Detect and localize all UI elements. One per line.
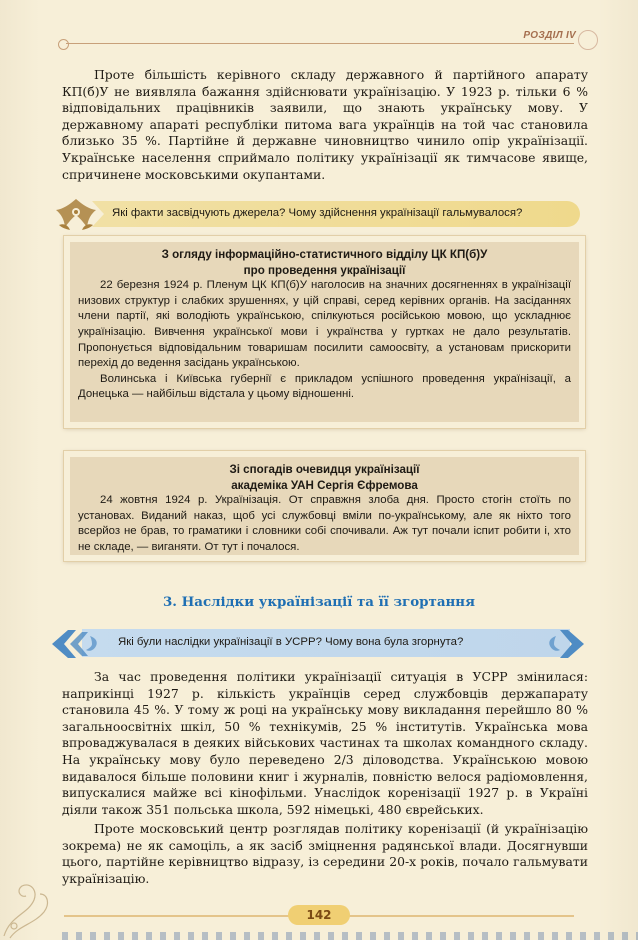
- source-title-line1: Зі спогадів очевидця українізації: [229, 463, 420, 476]
- body-paragraph-1: За час проведення політики українізації ситуація в УСРР змінилася: наприкінці 1927 р. кількість українців серед службовців держапарату становила 45 %. У тому ж році на українську мову викладання перейшло 80 % загальноосвітніх шкіл, 50 % технікумів, 25 % інститутів. Українська мова впроваджувалася в деяких військових частинах та школах командного складу. На українську мову було переведено 2/3 діловодства. Українською мовою видавалося більше половини книг і журналів, повністю велося радіомовлення, випускалися майже всі кінофільми. Унаслідок коренізації 1927 р. в Україні діяли також 351 польська школа, 592 німецькі, 480 єврейських.: [62, 669, 588, 817]
- corner-ornament-icon: [0, 866, 62, 940]
- header-rule: [66, 43, 574, 44]
- source-box-1: [64, 236, 585, 428]
- bottom-decor-strip: [62, 932, 638, 940]
- source-paragraph: Волинська і Київська губернії є прикладом успішного проведення українізації, а Донецька — найбільш відстала у цьому відношенні.: [78, 372, 571, 401]
- source-title-line2: академіка УАН Сергія Єфремова: [231, 478, 418, 492]
- question-banner-2: [46, 624, 590, 664]
- page-number: 142: [288, 905, 350, 925]
- header-ornament-dot: [58, 39, 69, 50]
- question-text: Які були наслідки українізації в УСРР? Чому вона була згорнута?: [118, 636, 464, 648]
- right-ornament-icon: [546, 624, 590, 664]
- source-paragraph: 22 березня 1924 р. Пленум ЦК КП(б)У наголосив на значних досягненнях в українізації низових структур і слабких зрушеннях, у цій справі, серед керівних органів. На засіданнях члени партії, які володіють українською, спілкуються російською мовою, що ускладнює українізацію. Вивчення української мови і українства у гуртках не дало результатів. Пропонується відповідальним товаришам посилити самоосвіту, а установам прискорити перехід до ведення засідань українською.: [78, 279, 571, 370]
- question-text: Які факти засвідчують джерела? Чому здійснення українізації гальмувалося?: [112, 207, 523, 219]
- source-box-2: [64, 451, 585, 561]
- section-label: РОЗДІЛ IV: [523, 30, 576, 41]
- section-heading: 3. Наслідки українізації та її згортання: [162, 594, 476, 610]
- source-paragraph: 24 жовтня 1924 р. Українізація. От справжня злоба дня. Просто стогін стоїть по установах. Виданий наказ, щоб усі службовці вміли по-українському, але як ніхто того всерйоз не брав, то граматики і словники собі спочивали. Аж тут почали іспит робити і, хто не складе, — виганяти. От тут і почалося.: [78, 494, 571, 553]
- source-title-line1: З огляду інформаційно-статистичного відділу ЦК КП(б)У: [161, 248, 488, 261]
- ornament-icon: [50, 195, 102, 233]
- body-paragraph-2: Проте московський центр розглядав політику коренізації (й українізацію зокрема) не як самоціль, а як засіб зміцнення радянської влади. Досягнувши цього, партійне керівництво відразу, із середини 20-х років, почало гальмувати українізацію.: [62, 821, 588, 886]
- footer: [0, 904, 638, 926]
- header-ornament-ring: [578, 30, 598, 50]
- left-ornament-icon: [46, 624, 106, 664]
- intro-paragraph: Проте більшість керівного складу державного й партійного апарату КП(б)У не виявляла бажання здійснювати українізацію. У 1923 р. тільки 6 % відповідальних працівників заявили, що знають українську мову. У державному апараті республіки питома вага українців на той час становила близько 35 %. Партійне й державне чиновництво чинило опір українізації. Українське населення сприймало політику українізації як тимчасове явище, спричинене московськими окупантами.: [62, 67, 588, 182]
- source-title-line2: про проведення українізації: [243, 263, 406, 277]
- question-banner-1: [50, 195, 580, 233]
